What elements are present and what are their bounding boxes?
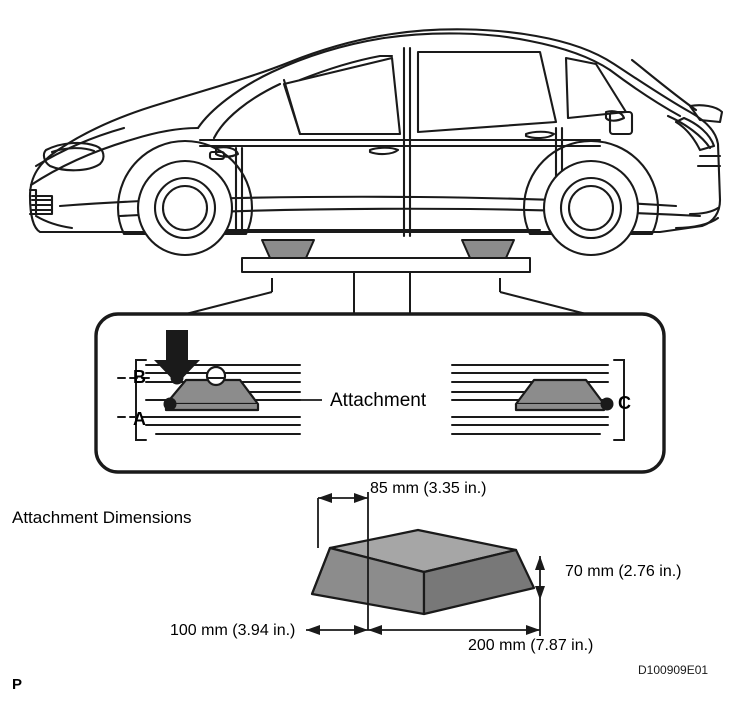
- figure-code: D100909E01: [638, 663, 709, 677]
- point-b-label: B: [133, 367, 146, 387]
- point-c-marker: [601, 398, 614, 411]
- dimension-top-length-label: 85 mm (3.35 in.): [370, 480, 487, 497]
- dimension-depth-label: 100 mm (3.94 in.): [170, 622, 296, 639]
- lift-pads-under-vehicle: [242, 240, 530, 272]
- point-a-label: A: [133, 409, 146, 429]
- attachment-dimensions-title: Attachment Dimensions: [12, 508, 192, 527]
- point-c-label: C: [618, 393, 631, 413]
- attachment-label: Attachment: [330, 390, 427, 411]
- callout-leaders: [178, 272, 594, 316]
- vehicle-side-view: [30, 29, 722, 255]
- point-b-marker: [171, 372, 184, 385]
- point-a-marker: [164, 398, 177, 411]
- page-marker: P: [12, 676, 23, 693]
- dimension-base-length-label: 200 mm (7.87 in.): [468, 637, 594, 654]
- dimension-height-label: 70 mm (2.76 in.): [565, 563, 682, 580]
- attachment-3d-block: [312, 530, 534, 614]
